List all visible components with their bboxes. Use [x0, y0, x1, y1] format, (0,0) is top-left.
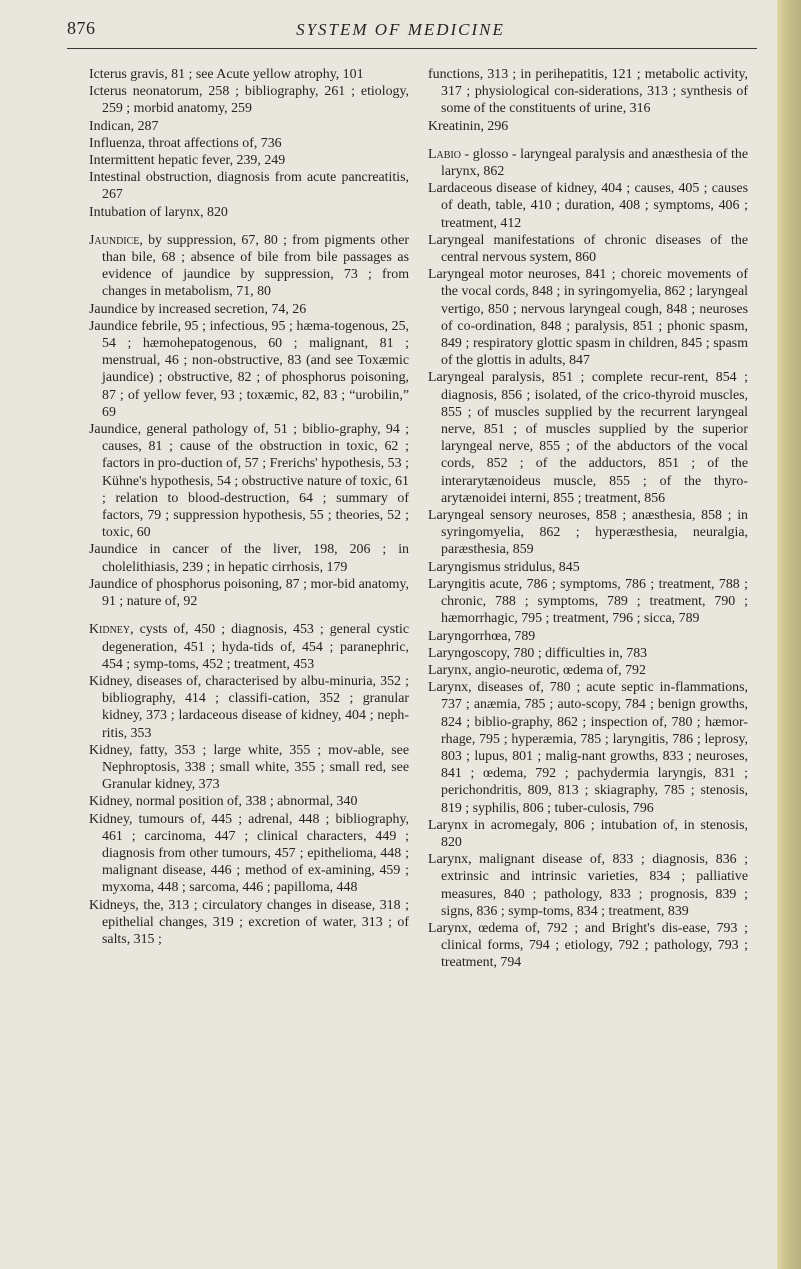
index-entry: [428, 507, 748, 559]
index-entry: [89, 66, 409, 83]
index-column-right: [428, 66, 748, 972]
entry-text: Icterus neonatorum, 258 ; bibliography, 261 ; etiology, 259 ; morbid anatomy, 259: [89, 84, 409, 117]
entry-text: Kidney, tumours of, 445 ; adrenal, 448 ; bibliography, 461 ; carcinoma, 447 ; clinical characters, 449 ; diagnosis from other tumours, 457 ; epithelioma, 448 ; malignant disease, 446 ; method of ex-amining, 459 ; myxoma, 448 ; sarcoma, 446 ; papilloma, 448: [89, 811, 409, 896]
entry-text: Laryngeal motor neuroses, 841 ; choreic movements of the vocal cords, 848 ; in syringomyelia, 862 ; laryngeal vertigo, 850 ; nervous laryngeal cough, 848 ; neuroses of co-ordination, 848 ; paralysis, 851 ; phonic spasm, 849 ; respiratory glottic spasm in children, 845 ; spasm of the glottis in adults, 847: [428, 267, 748, 369]
index-entry: [428, 232, 748, 266]
index-entry: [89, 204, 409, 221]
entry-text: Kidneys, the, 313 ; circulatory changes in disease, 318 ; epithelial changes, 319 ; excretion of water, 313 ; of salts, 315 ;: [89, 897, 409, 947]
index-entry: [89, 118, 409, 135]
index-entry: [89, 576, 409, 610]
index-entry: [89, 742, 409, 794]
index-entry: [89, 621, 409, 673]
entry-text: Kidney, normal position of, 338 ; abnormal, 340: [89, 794, 358, 810]
entry-text: functions, 313 ; in perihepatitis, 121 ; metabolic activity, 317 ; physiological con-siderations, 313 ; synthesis of some of the constituents of urine, 316: [428, 67, 748, 117]
index-entry: [89, 673, 409, 742]
index-entry: [89, 811, 409, 897]
entry-text: Kreatinin, 296: [428, 118, 509, 134]
entry-text: Kidney, diseases of, characterised by albu-minuria, 352 ; bibliography, 414 ; classifi-cation, 352 ; granular kidney, 373 ; lardaceous disease of kidney, 404 ; neph-ritis, 353: [89, 673, 409, 741]
index-entry: [428, 679, 748, 817]
entry-text: , by suppression, 67, 80 ; from pigments other than bile, 68 ; absence of bile from bile passages as evidence of jaundice by suppression, 73 ; from changes in metabolism, 71, 80: [102, 232, 409, 300]
entry-text: Laryngeal sensory neuroses, 858 ; anæsthesia, 858 ; in syringomyelia, 862 ; hyperæsthesia, neuralgia, paræsthesia, 859: [428, 508, 748, 558]
entry-text: Intubation of larynx, 820: [89, 204, 228, 220]
entry-text: Influenza, throat affections of, 736: [89, 135, 282, 151]
entry-text: Intermittent hepatic fever, 239, 249: [89, 153, 286, 169]
header-rule: [67, 48, 757, 49]
section-lead-word: Labio: [428, 146, 461, 162]
index-entry: [428, 576, 748, 628]
index-entry: [428, 559, 748, 576]
index-entry: [89, 541, 409, 575]
index-entry: [89, 897, 409, 949]
entry-text: Laryngeal paralysis, 851 ; complete recur-rent, 854 ; diagnosis, 856 ; isolated, of the crico-thyroid muscles, 855 ; of muscles supplied by the recurrent laryngeal nerve, 851 ; of muscles supplied by the superior laryngeal nerve, 855 ; of the abductors of the vocal cords, 852 ; of the adductors, 851 ; of the interarytænoideus muscle, 855 ; of the thyro-arytænoidei interni, 855 ; treatment, 856: [428, 370, 748, 506]
index-column-left: [89, 66, 409, 948]
entry-text: Laryngeal manifestations of chronic diseases of the central nervous system, 860: [428, 232, 748, 266]
index-entry: [428, 920, 748, 972]
running-head: SYSTEM OF MEDICINE: [296, 20, 505, 39]
index-entry: [428, 628, 748, 645]
index-entry: [89, 301, 409, 318]
index-entry: [428, 180, 748, 232]
index-entry: [89, 152, 409, 169]
index-entry: [89, 83, 409, 117]
entry-text: Larynx, diseases of, 780 ; acute septic in-flammations, 737 ; anæmia, 785 ; auto-scopy, 784 ; benign growths, 824 ; biblio-graphy, 862 ; inspection of, 780 ; hæmor-rhage, 795 ; hyperæmia, 785 ; laryngitis, 786 ; leprosy, 803 ; lupus, 801 ; malig-nant growths, 833 ; neuroses, 841 ; œdema, 792 ; pachydermia laryngis, 831 ; perichondritis, 809, 813 ; skiagraphy, 785 ; stenosis, 819 ; syphilis, 806 ; tuber-culosis, 796: [428, 680, 748, 816]
section-lead-word: Jaundice: [89, 232, 140, 248]
entry-text: Kidney, fatty, 353 ; large white, 355 ; mov-able, see Nephroptosis, 338 ; small white, 355 ; small red, see Granular kidney, 373: [89, 742, 409, 793]
index-entry: [89, 169, 409, 203]
entry-text: Icterus gravis, 81 ; see Acute yellow atrophy, 101: [89, 67, 364, 82]
index-entry: [428, 66, 748, 118]
index-entry: [89, 232, 409, 301]
index-entry: [89, 421, 409, 541]
index-entry: [428, 851, 748, 920]
entry-text: Jaundice by increased secretion, 74, 26: [89, 301, 307, 317]
page-edge: [777, 0, 801, 1269]
entry-text: Laryngorrhœa, 789: [428, 628, 536, 644]
entry-text: Jaundice of phosphorus poisoning, 87 ; mor-bid anatomy, 91 ; nature of, 92: [89, 576, 409, 610]
entry-text: Jaundice febrile, 95 ; infectious, 95 ; hæma-togenous, 25, 54 ; hæmohepatogenous, 60 ; malignant, 81 ; menstrual, 46 ; non-obstructive, 83 (and see Toxæmic jaundice) ; obstructive, 82 ; of phosphorus poisoning, 87 ; of yellow fever, 93 ; toxæmic, 82, 83 ; “urobilin,” 69: [89, 318, 409, 420]
index-entry: [428, 662, 748, 679]
entry-text: - glosso - laryngeal paralysis and anæsthesia of the larynx, 862: [441, 146, 748, 180]
entry-text: Larynx, œdema of, 792 ; and Bright's dis-ease, 793 ; clinical forms, 794 ; etiology, 792 ; pathology, 793 ; treatment, 794: [428, 920, 748, 971]
index-entry: [428, 645, 748, 662]
index-entry: [428, 118, 748, 135]
entry-text: Lardaceous disease of kidney, 404 ; causes, 405 ; causes of death, table, 410 ; duration, 408 ; symptoms, 406 ; treatment, 412: [428, 181, 748, 231]
entry-text: , cysts of, 450 ; diagnosis, 453 ; general cystic degeneration, 451 ; hyda-tids of, 454 ; paranephric, 454 ; symp-toms, 452 ; treatment, 453: [102, 622, 409, 672]
index-entry: [89, 135, 409, 152]
entry-text: Laryngismus stridulus, 845: [428, 559, 580, 575]
index-entry: [428, 146, 748, 180]
index-entry: [428, 369, 748, 507]
index-entry: [428, 266, 748, 369]
index-entry: [428, 817, 748, 851]
entry-text: Larynx, angio-neurotic, œdema of, 792: [428, 662, 646, 678]
index-entry: [89, 793, 409, 810]
entry-text: Laryngoscopy, 780 ; difficulties in, 783: [428, 645, 648, 661]
page-number: 876: [67, 18, 96, 38]
entry-text: Intestinal obstruction, diagnosis from acute pancreatitis, 267: [89, 170, 409, 203]
entry-text: Larynx, malignant disease of, 833 ; diagnosis, 836 ; extrinsic and intrinsic varieties, 834 ; palliative measures, 840 ; pathology, 833 ; prognosis, 839 ; signs, 836 ; symp-toms, 834 ; treatment, 839: [428, 852, 748, 919]
entry-text: Indican, 287: [89, 118, 159, 134]
section-lead-word: Kidney: [89, 622, 131, 638]
entry-text: Larynx in acromegaly, 806 ; intubation of, in stenosis, 820: [428, 817, 748, 850]
entry-text: Jaundice, general pathology of, 51 ; biblio-graphy, 94 ; causes, 81 ; cause of the obstruction in toxic, 62 ; factors in pro-duction of, 57 ; Frerichs' hypothesis, 53 ; Kühne's hypothesis, 54 ; obstructive nature of toxic, 61 ; relation to blood-destruction, 64 ; summary of factors, 79 ; suppression hypothesis, 55 ; theories, 52 ; toxic, 60: [89, 422, 409, 541]
index-entry: [89, 318, 409, 421]
entry-text: Jaundice in cancer of the liver, 198, 206 ; in cholelithiasis, 239 ; in hepatic cirrhosis, 179: [89, 542, 409, 575]
entry-text: Laryngitis acute, 786 ; symptoms, 786 ; treatment, 788 ; chronic, 788 ; symptoms, 789 ; treatment, 790 ; hæmorrhagic, 795 ; treatment, 796 ; sicca, 789: [428, 576, 748, 627]
